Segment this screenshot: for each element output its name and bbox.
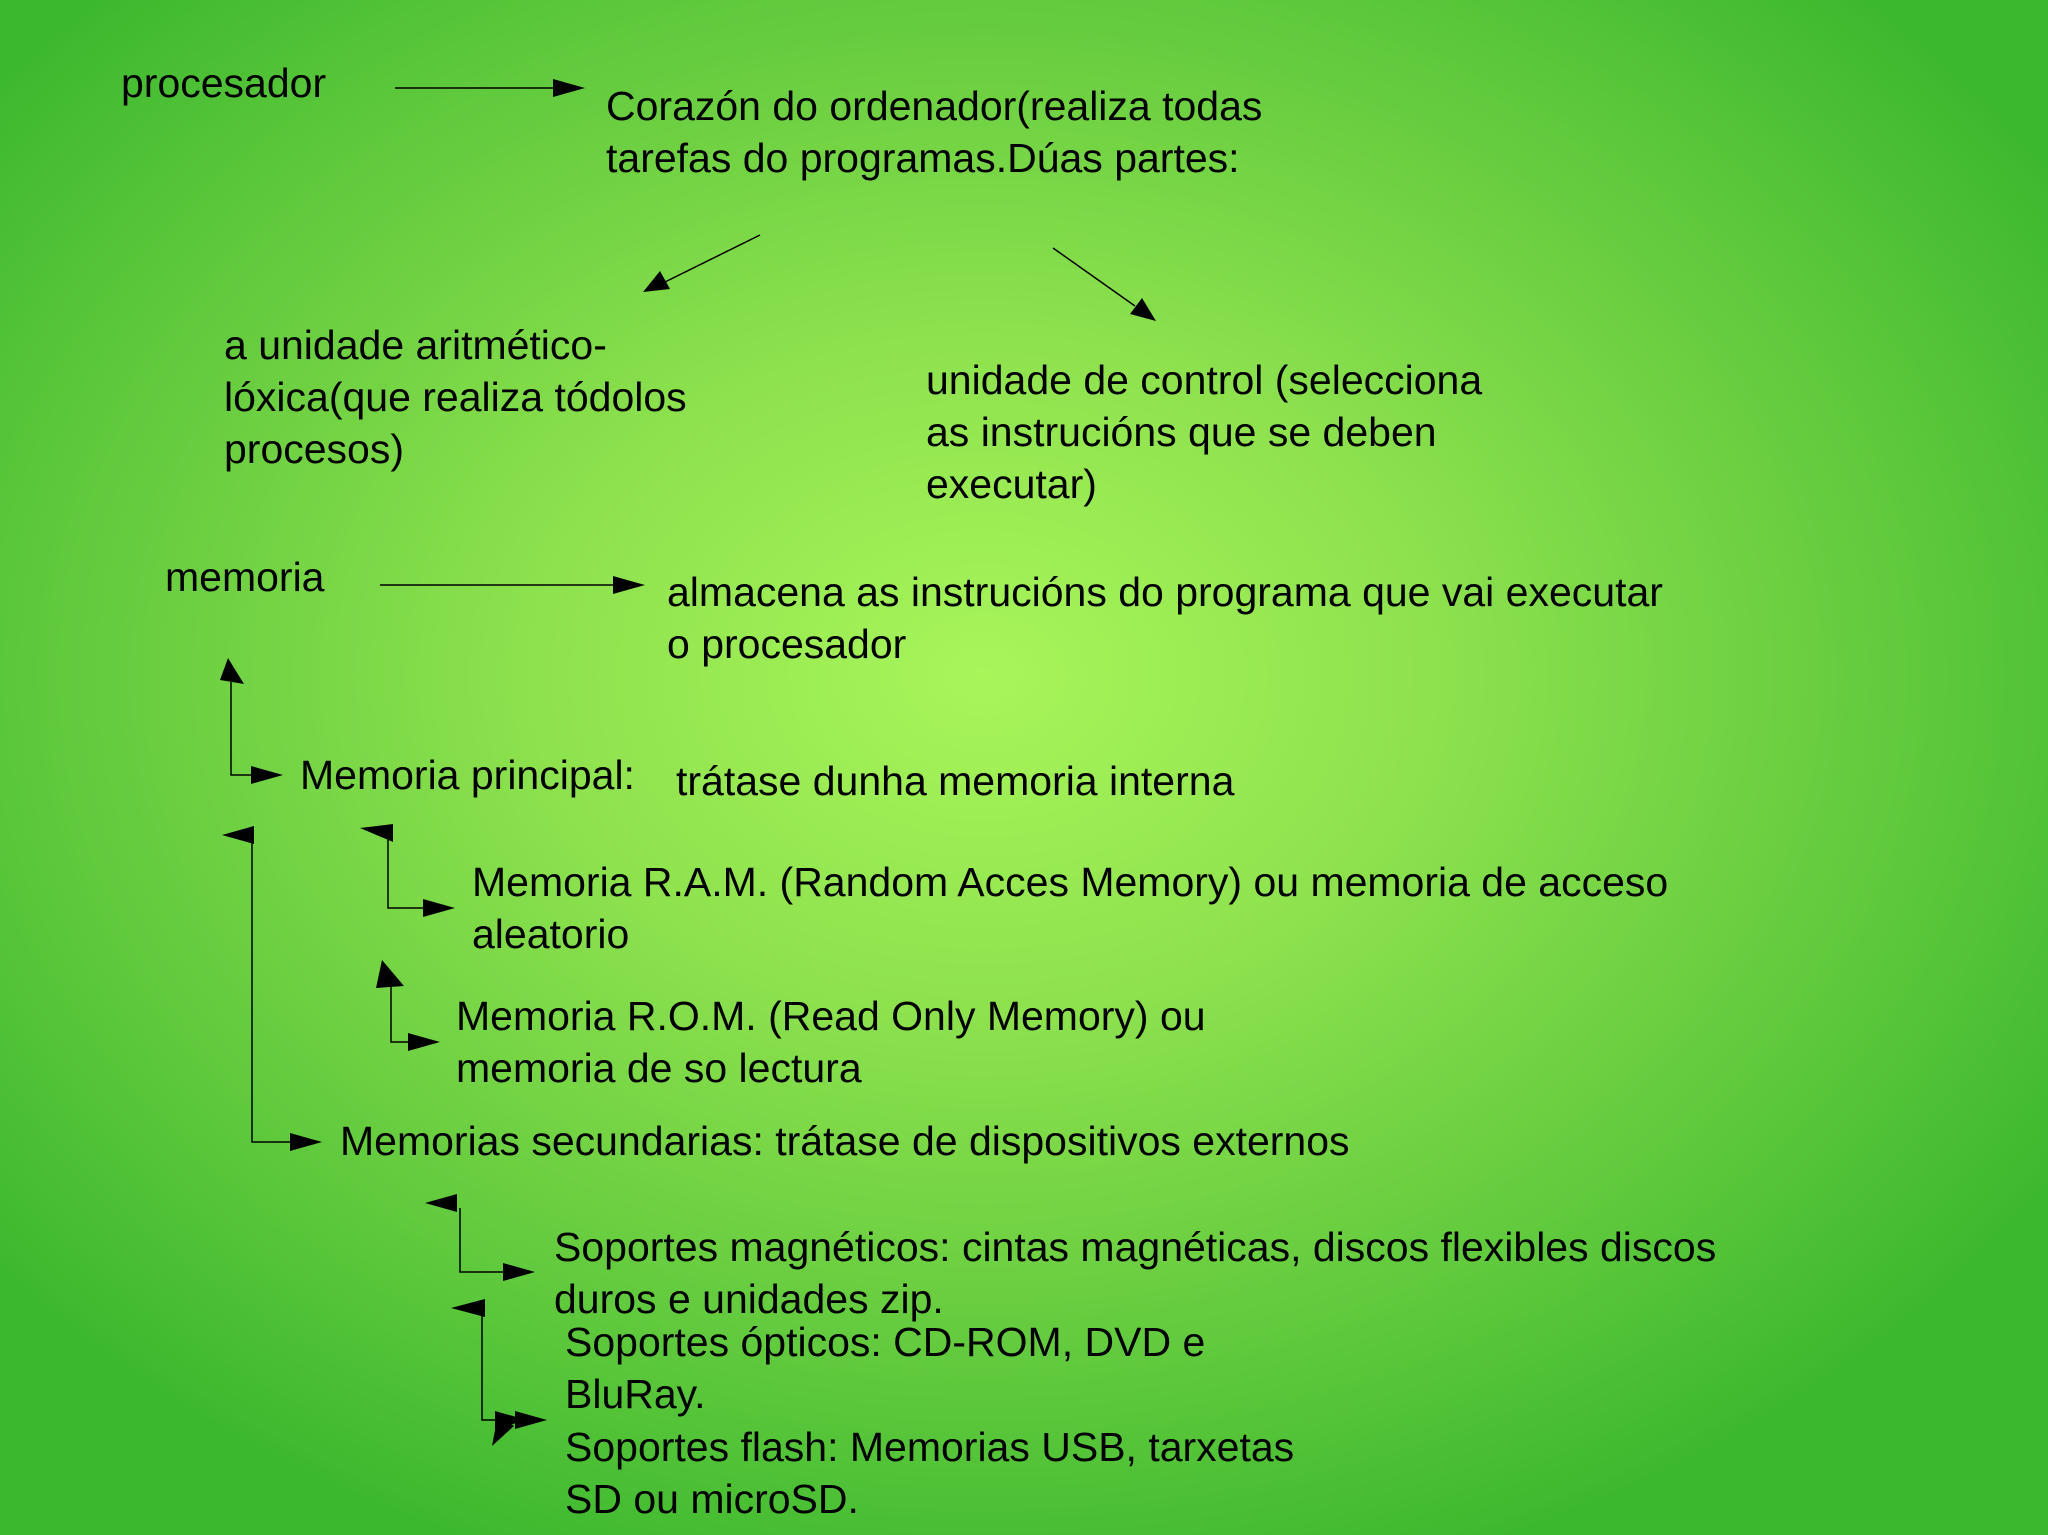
control-unit-node: unidade de control (selecciona as instrucións que se deben executar) [926, 357, 1483, 507]
arrow-to-alu [643, 235, 760, 292]
arrow-to-control-unit [1053, 248, 1156, 321]
arrow-procesador [395, 79, 585, 97]
alu-node: a unidade aritmético- lóxica(que realiza tódolos procesos) [224, 322, 687, 472]
procesador-description: Corazón do ordenador(realiza todas tarefas do programas.Dúas partes: [606, 83, 1263, 181]
magnetic-node: Soportes magnéticos: cintas magnéticas, discos flexibles discos duros e unidades zip. [554, 1224, 1717, 1322]
arrow-optical-flash [451, 1299, 547, 1446]
memoria-description: almacena as instrucións do programa que vai executar o procesador [667, 569, 1663, 667]
arrow-secondary-memory [222, 826, 322, 1151]
optical-node: Soportes ópticos: CD-ROM, DVD e BluRay. [565, 1319, 1206, 1417]
procesador-label: procesador [121, 60, 327, 106]
main-memory-label: Memoria principal: [300, 752, 635, 798]
arrow-main-memory [220, 658, 283, 784]
flash-node: Soportes flash: Memorias USB, tarxetas SD ou microSD. [565, 1424, 1295, 1522]
main-memory-description: trátase dunha memoria interna [676, 758, 1235, 804]
arrow-ram [360, 824, 455, 917]
ram-node: Memoria R.A.M. (Random Acces Memory) ou memoria de acceso aleatorio [472, 859, 1669, 957]
rom-node: Memoria R.O.M. (Read Only Memory) ou memoria de so lectura [456, 993, 1206, 1091]
secondary-memory-node: Memorias secundarias: trátase de dispositivos externos [340, 1118, 1350, 1164]
memoria-label: memoria [165, 554, 325, 600]
arrow-memoria [380, 576, 645, 594]
arrow-rom [376, 960, 440, 1051]
arrow-magnetic [425, 1194, 535, 1281]
